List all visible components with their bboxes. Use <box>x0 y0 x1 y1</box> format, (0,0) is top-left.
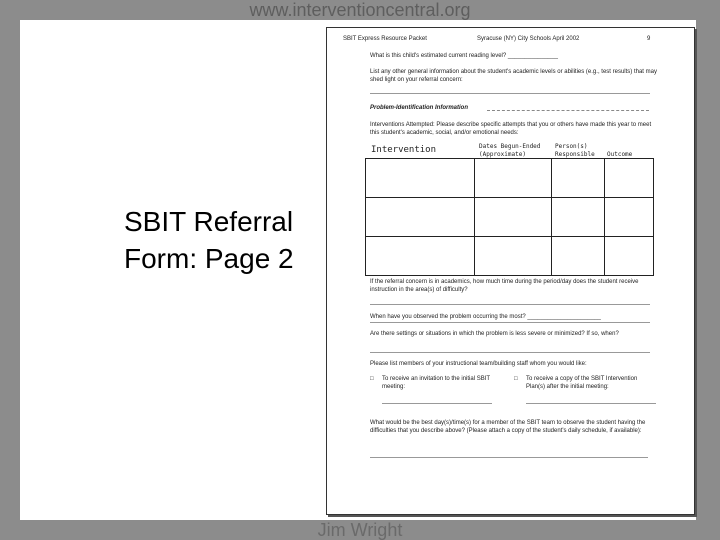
section-heading: Problem-Identification Information <box>370 105 469 111</box>
question-settings: Are there settings or situations in which the problem is less severe or minimized? If so, when? <box>370 331 619 337</box>
table-row <box>366 198 654 237</box>
table-cell[interactable] <box>366 159 475 198</box>
col-header-outcome: Outcome <box>607 151 633 158</box>
col-header-intervention: Intervention <box>371 145 437 155</box>
table-cell[interactable] <box>552 159 605 198</box>
answer-line <box>526 403 656 404</box>
answer-line <box>370 304 650 305</box>
answer-line <box>370 352 650 353</box>
answer-line <box>370 322 650 323</box>
question-observe-time: What would be the best day(s)/time(s) for a member of the SBIT team to observe the student having the difficulties that you describe above? (Please attach a copy of the student's daily schedule, if available): <box>370 420 646 434</box>
option-copy: To receive a copy of the SBIT Intervention Plan(s) after the initial meeting: <box>526 376 638 390</box>
checkbox-copy[interactable]: □ <box>514 376 518 382</box>
table-cell[interactable] <box>605 237 654 276</box>
doc-page-number: 9 <box>647 36 651 42</box>
interventions-prompt: Interventions Attempted: Please describe specific attempts that you or others have made this year to meet this student's academic, social, and/or emotional needs: <box>370 122 652 136</box>
col-header-dates: Dates Begun-Ended (Approximate) <box>479 143 541 158</box>
col-header-persons: Person(s) Responsible <box>555 143 595 158</box>
question-time-difficulty: If the referral concern is in academics, how much time during the period/day does the student receive instruction in the area(s) of difficulty? <box>370 279 639 293</box>
table-cell[interactable] <box>552 198 605 237</box>
question-academic-info: List any other general information about the student's academic levels or abilities (e.g., test results) that may shed light on your referral concern: <box>370 69 657 83</box>
table-cell[interactable] <box>366 237 475 276</box>
section-heading-rule <box>487 110 649 111</box>
option-invitation: To receive an invitation to the initial SBIT meeting: <box>382 376 490 390</box>
table-cell[interactable] <box>605 198 654 237</box>
interventions-table <box>365 158 654 276</box>
table-cell[interactable] <box>552 237 605 276</box>
table-cell[interactable] <box>475 198 552 237</box>
referral-form-page <box>326 27 695 515</box>
checkbox-invitation[interactable]: □ <box>370 376 374 382</box>
answer-line <box>370 457 648 458</box>
doc-project-name: SBIT Express Resource Packet <box>343 36 427 42</box>
question-reading-level: What is this child's estimated current reading level? _______________ <box>370 53 558 59</box>
table-cell[interactable] <box>605 159 654 198</box>
header-url: www.interventioncentral.org <box>249 0 471 20</box>
footer-author: Jim Wright <box>317 520 403 540</box>
table-row <box>366 159 654 198</box>
answer-line <box>370 93 650 94</box>
table-row <box>366 237 654 276</box>
table-cell[interactable] <box>475 237 552 276</box>
question-team-members: Please list members of your instructional team/building staff whom you would like: <box>370 361 587 367</box>
doc-source: Syracuse (NY) City Schools April 2002 <box>477 36 580 42</box>
answer-line <box>382 403 492 404</box>
table-cell[interactable] <box>366 198 475 237</box>
slide-title: SBIT Referral Form: Page 2 <box>124 206 294 274</box>
question-observed-most: When have you observed the problem occurring the most? ______________________ <box>370 314 601 320</box>
table-cell[interactable] <box>475 159 552 198</box>
